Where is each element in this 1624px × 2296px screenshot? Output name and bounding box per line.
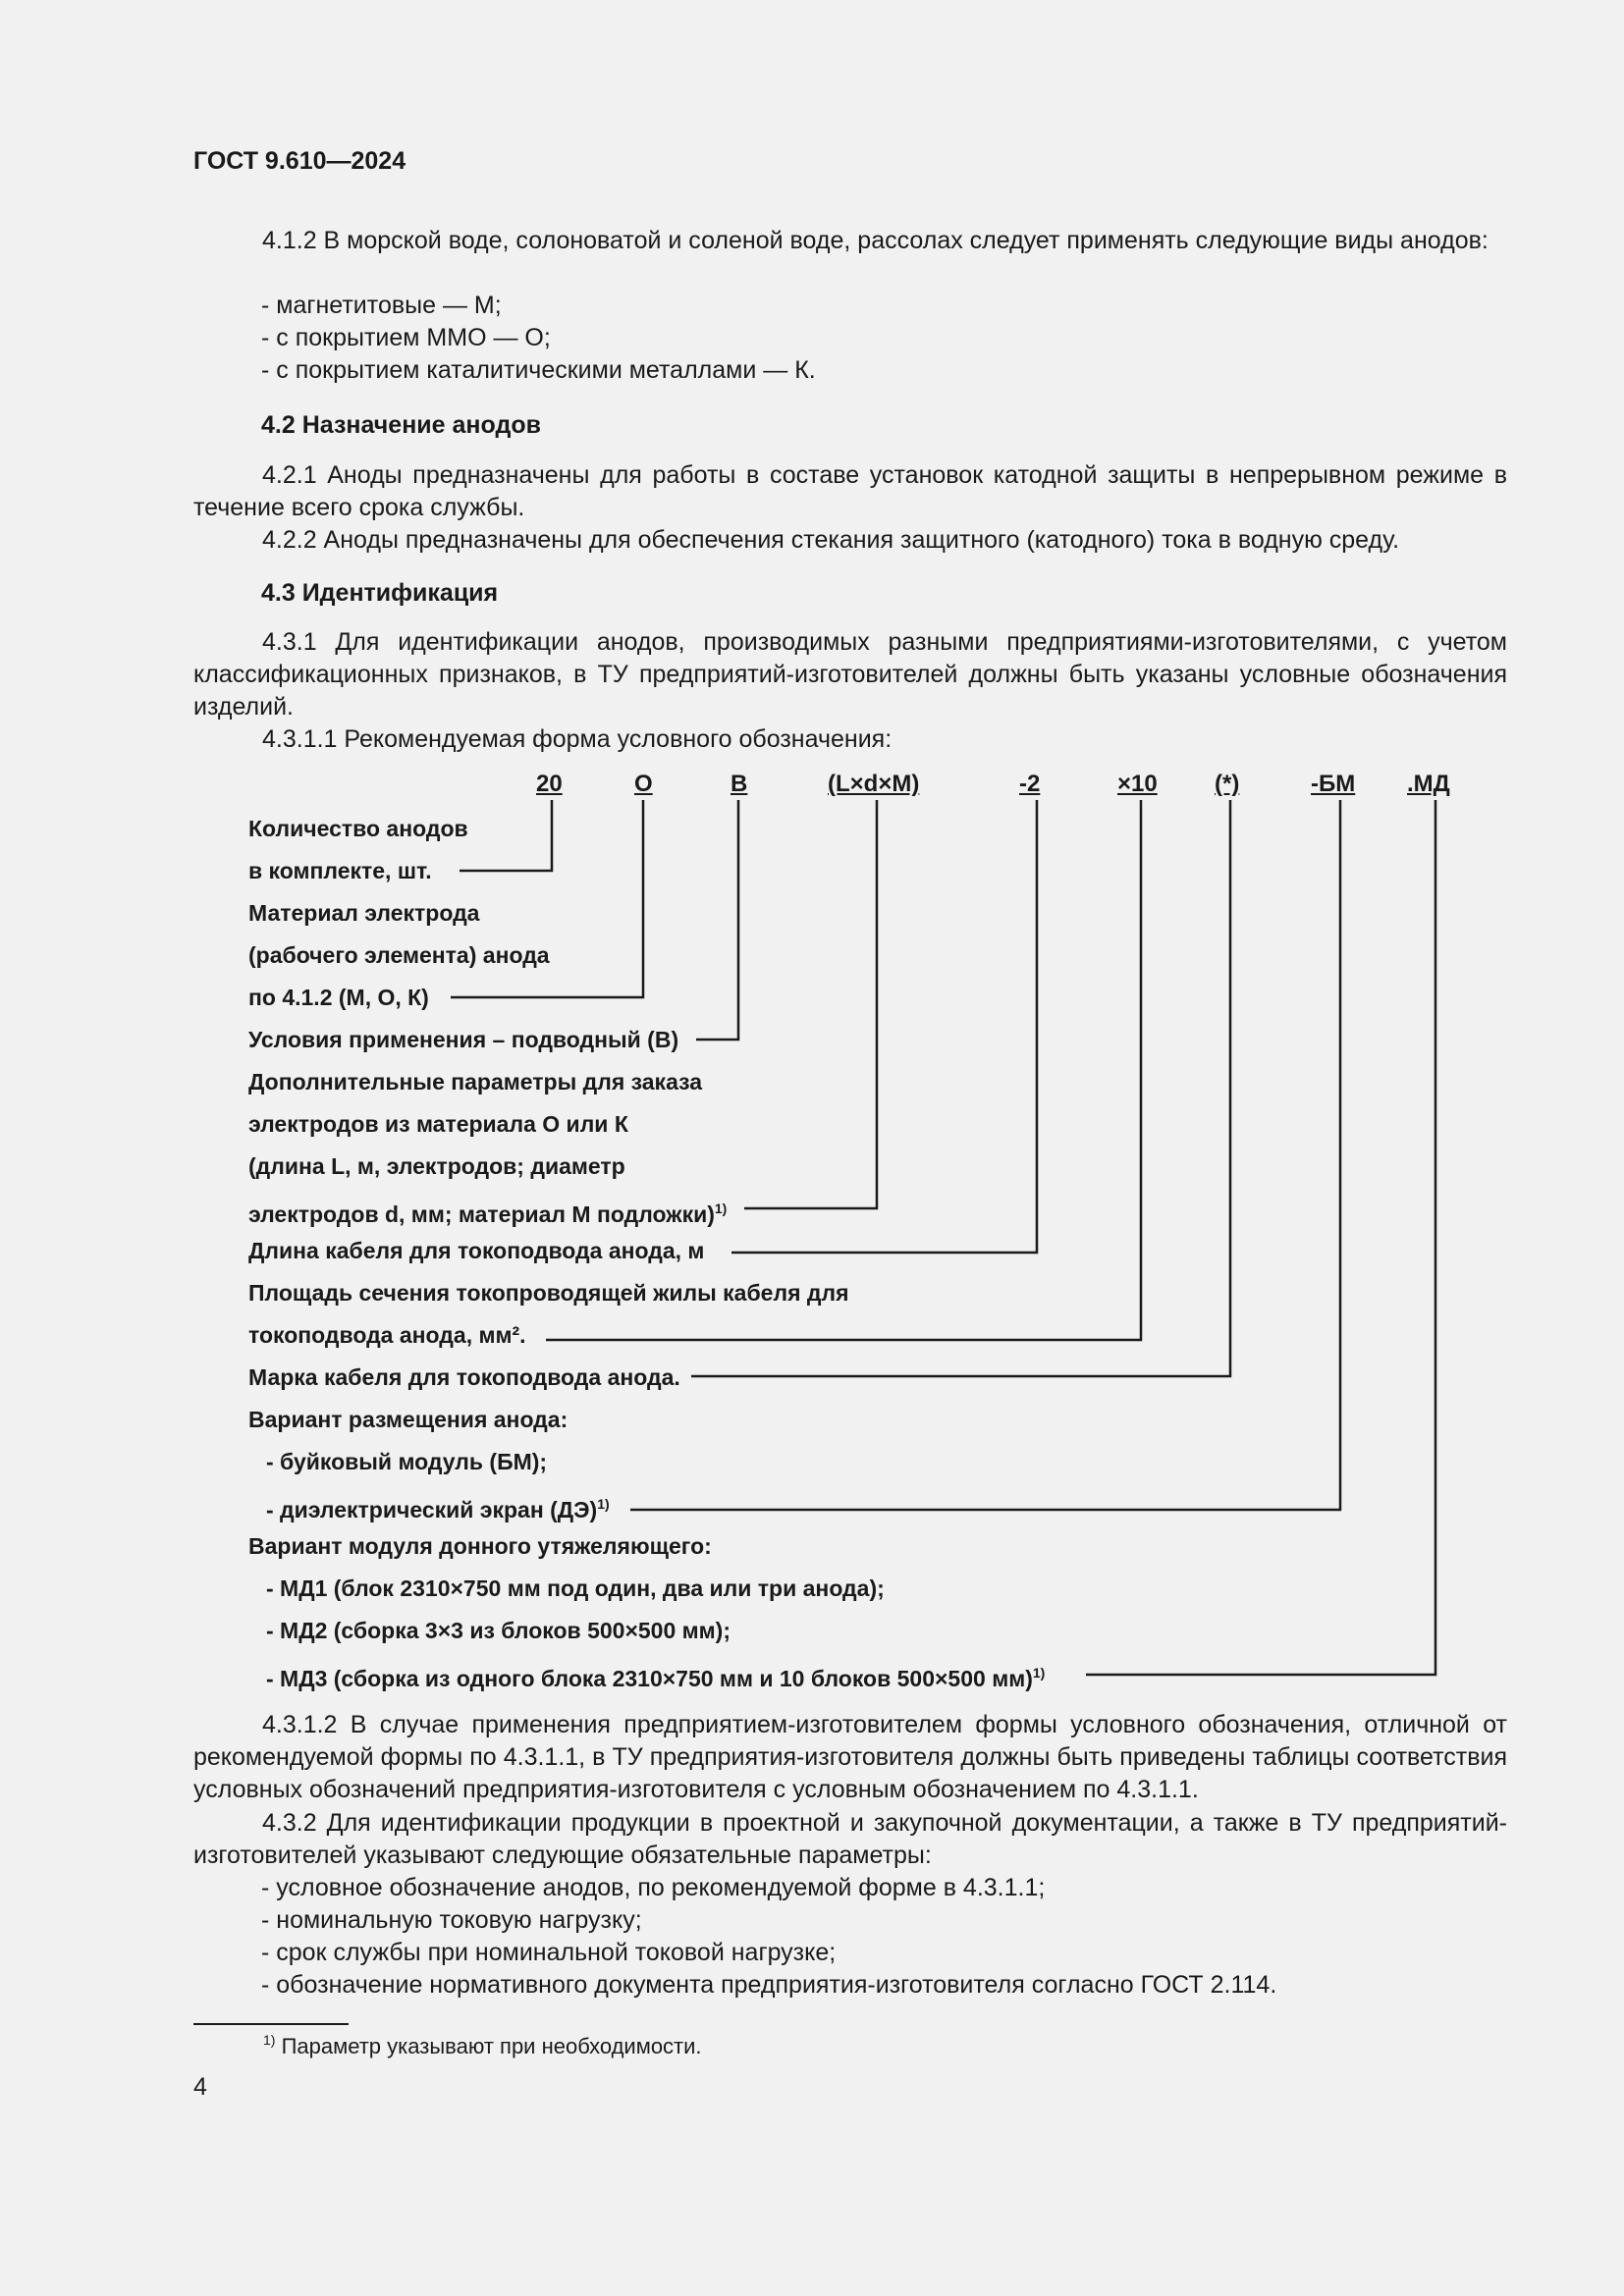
footnote-ref: 1) xyxy=(714,1201,728,1216)
diagram-label: (рабочего элемента) анода xyxy=(248,942,550,968)
diagram-label: Дополнительные параметры для заказа xyxy=(248,1069,703,1095)
leader-line-placement xyxy=(630,800,1340,1510)
paragraph-4-3-1-2: 4.3.1.2 В случае применения предприятием-изготовителем формы условного обозначения, отличной от рекомендуемой формы по 4.3.1.1, в ТУ предприятия-изготовителя должны быть приведены таблицы соответствия условных обозначений предприятия-изготовителя с условным обозначением по 4.3.1.1. xyxy=(193,1711,1507,1803)
leader-line-conditions xyxy=(696,800,738,1040)
diagram-label: - буйковый модуль (БМ); xyxy=(266,1449,548,1474)
leader-line-bottom-module xyxy=(1086,800,1435,1675)
section-heading-4-3: 4.3 Идентификация xyxy=(261,579,499,607)
paragraph-4-3-1: 4.3.1 Для идентификации анодов, производимых разными предприятиями-изготовителями, с учетом классификационных признаков, в ТУ предприятий-изготовителей должны быть указаны условные обозначения изделий. xyxy=(193,628,1507,721)
list-item: - магнетитовые — М; xyxy=(261,292,502,319)
footnote-ref: 1) xyxy=(597,1496,610,1512)
leader-line-material xyxy=(451,800,643,997)
footnote-text: Параметр указывают при необходимости. xyxy=(281,2034,702,2058)
diagram-label: Площадь сечения токопроводящей жилы кабеля для xyxy=(248,1280,849,1306)
diagram-label: электродов из материала О или К xyxy=(248,1111,628,1137)
diagram-label-text: - МД3 (сборка из одного блока 2310×750 мм и 10 блоков 500×500 мм) xyxy=(266,1666,1033,1691)
leader-line-quantity xyxy=(460,800,552,871)
list-item: - номинальную токовую нагрузку; xyxy=(261,1906,642,1934)
diagram-label: - МД2 (сборка 3×3 из блоков 500×500 мм); xyxy=(266,1618,731,1643)
leader-line-extra-params xyxy=(744,800,877,1208)
code-material: О xyxy=(634,771,653,797)
code-bottom-module: .МД xyxy=(1407,771,1450,797)
list-item: - условное обозначение анодов, по рекомендуемой форме в 4.3.1.1; xyxy=(261,1874,1046,1901)
code-cable-section: ×10 xyxy=(1117,771,1158,797)
diagram-label: Количество анодов xyxy=(248,816,468,841)
document-header: ГОСТ 9.610—2024 xyxy=(193,147,406,175)
list-item: - с покрытием каталитическими металлами — К. xyxy=(261,356,816,384)
page-number: 4 xyxy=(193,2073,207,2101)
footnote-ref: 1) xyxy=(1032,1665,1046,1681)
paragraph-4-3-2: 4.3.2 Для идентификации продукции в проектной и закупочной документации, а также в ТУ предприятий-изготовителей указывают следующие обязательные параметры: xyxy=(193,1809,1507,1869)
diagram-label: Длина кабеля для токоподвода анода, м xyxy=(248,1238,705,1263)
code-quantity: 20 xyxy=(536,771,563,797)
leader-line-cable-brand xyxy=(691,800,1230,1376)
diagram-label: по 4.1.2 (М, О, К) xyxy=(248,985,429,1010)
diagram-label: Условия применения – подводный (В) xyxy=(248,1027,679,1052)
list-item: - срок службы при номинальной токовой нагрузке; xyxy=(261,1939,837,1966)
diagram-label: Марка кабеля для токоподвода анода. xyxy=(248,1364,680,1390)
diagram-label: Вариант размещения анода: xyxy=(248,1407,568,1432)
paragraph-4-2-2: 4.2.2 Аноды предназначены для обеспечения стекания защитного (катодного) тока в водную среду. xyxy=(262,526,1400,554)
section-heading-4-2: 4.2 Назначение анодов xyxy=(261,411,541,439)
paragraph-4-2-1: 4.2.1 Аноды предназначены для работы в составе установок катодной защиты в непрерывном режиме в течение всего срока службы. xyxy=(193,461,1507,521)
diagram-label: в комплекте, шт. xyxy=(248,858,432,883)
paragraph-4-3-1-1: 4.3.1.1 Рекомендуемая форма условного обозначения: xyxy=(262,725,893,753)
diagram-label-text: - диэлектрический экран (ДЭ) xyxy=(266,1497,598,1522)
leader-line-cable-length xyxy=(731,800,1037,1253)
diagram-label: Вариант модуля донного утяжеляющего: xyxy=(248,1533,712,1559)
code-placement: -БМ xyxy=(1311,771,1356,797)
list-item: - с покрытием ММО — О; xyxy=(261,324,551,351)
diagram-label: - МД1 (блок 2310×750 мм под один, два или три анода); xyxy=(266,1575,885,1601)
leader-line-cable-section xyxy=(546,800,1141,1340)
code-cable-length: -2 xyxy=(1019,771,1041,797)
footnote-separator xyxy=(193,2023,349,2025)
footnote xyxy=(263,2032,702,2059)
footnote-mark: 1) xyxy=(263,2032,276,2048)
diagram-label: (длина L, м, электродов; диаметр xyxy=(248,1153,625,1179)
list-item: - обозначение нормативного документа предприятия-изготовителя согласно ГОСТ 2.114. xyxy=(261,1971,1277,1999)
diagram-label-text: электродов d, мм; материал М подложки) xyxy=(248,1201,715,1227)
diagram-label: Материал электрода xyxy=(248,900,480,926)
code-extra-params: (L×d×M) xyxy=(828,771,920,797)
diagram-label: токоподвода анода, мм². xyxy=(248,1322,526,1348)
paragraph-4-1-2: 4.1.2 В морской воде, солоноватой и соленой воде, рассолах следует применять следующие виды анодов: xyxy=(262,227,1489,254)
code-conditions: В xyxy=(731,771,748,797)
code-cable-brand: (*) xyxy=(1215,771,1240,797)
